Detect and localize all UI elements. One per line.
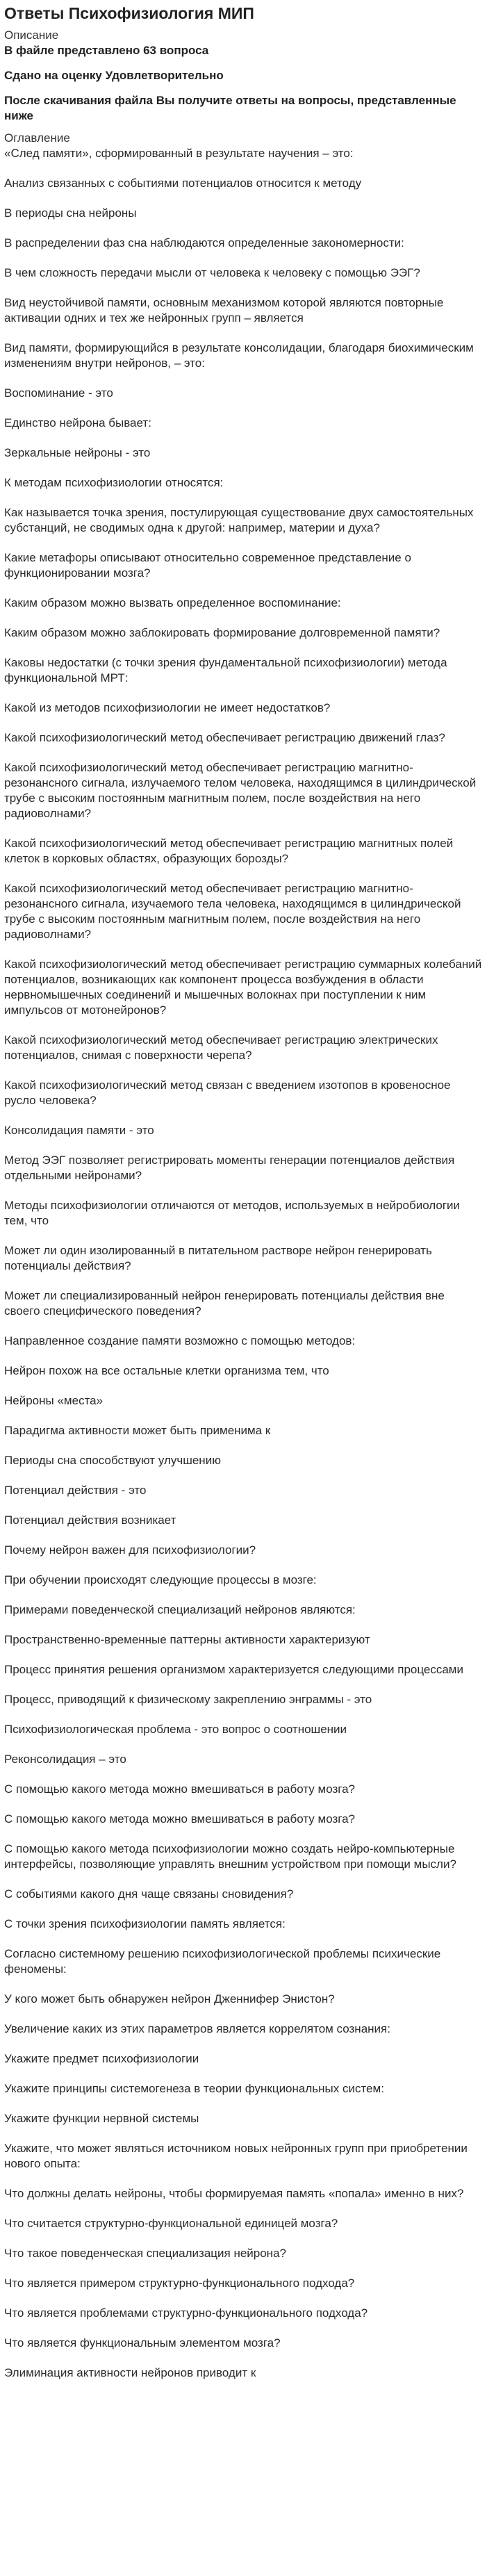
- question-item: В периоды сна нейроны: [4, 206, 137, 220]
- question-item: Зеркальные нейроны - это: [4, 446, 151, 459]
- question-item: С помощью какого метода можно вмешиваться в работу мозга?: [4, 1782, 355, 1796]
- question-item: Как называется точка зрения, постулирующая существование двух самостоятельных субстанций, не сводимых одна к другой: например, материи и духа?: [4, 506, 474, 534]
- question-item: Что такое поведенческая специализация нейрона?: [4, 2247, 286, 2260]
- question-item: Вид памяти, формирующийся в результате консолидации, благодаря биохимическим изменениям внутри нейронов, – это:: [4, 341, 474, 370]
- question-item: Нейроны «места»: [4, 1394, 104, 1407]
- question-item: К методам психофизиологии относятся:: [4, 476, 224, 489]
- question-item: Пространственно-временные паттерны активности характеризуют: [4, 1633, 370, 1646]
- question-item: Укажите функции нервной системы: [4, 2112, 199, 2125]
- question-item: С событиями какого дня чаще связаны сновидения?: [4, 1887, 294, 1901]
- question-item: Что является функциональным элементом мозга?: [4, 2336, 281, 2349]
- download-info: После скачивания файла Вы получите ответы на вопросы, представленные ниже: [4, 94, 456, 122]
- question-item: Примерами поведенческой специализаций нейронов являются:: [4, 1603, 356, 1616]
- question-item: Укажите предмет психофизиологии: [4, 2052, 199, 2065]
- question-item: Психофизиологическая проблема - это вопрос о соотношении: [4, 1723, 347, 1736]
- question-item: Какой психофизиологический метод обеспечивает регистрацию магнитно-резонансного сигнала, излучаемого телом человека, находящимся в цилиндрической трубе с высоким постоянным магнитным полем, после воздействия на него радиоволнами?: [4, 761, 477, 820]
- question-item: Увеличение каких из этих параметров является коррелятом сознания:: [4, 2022, 390, 2035]
- question-item: Потенциал действия - это: [4, 1484, 147, 1497]
- question-item: Нейрон похож на все остальные клетки организма тем, что: [4, 1364, 329, 1377]
- question-item: Каковы недостатки (с точки зрения фундаментальной психофизиологии) метода функциональной МРТ:: [4, 656, 447, 684]
- question-item: Какой психофизиологический метод обеспечивает регистрацию магнитных полей клеток в корковых областях, образующих борозды?: [4, 837, 454, 865]
- question-item: В распределении фаз сна наблюдаются определенные закономерности:: [4, 236, 404, 249]
- question-item: Почему нейрон важен для психофизиологии?: [4, 1543, 256, 1557]
- question-item: Единство нейрона бывает:: [4, 416, 151, 429]
- question-item: Методы психофизиологии отличаются от методов, используемых в нейробиологии тем, что: [4, 1199, 461, 1227]
- question-item: Что должны делать нейроны, чтобы формируемая память «попала» именно в них?: [4, 2187, 464, 2200]
- question-item: Периоды сна способствуют улучшению: [4, 1454, 221, 1467]
- question-item: С точки зрения психофизиологии память является:: [4, 1917, 286, 1930]
- question-list: [4, 146, 483, 2381]
- page-title: Ответы Психофизиология МИП: [4, 4, 254, 22]
- question-count-info: В файле представлено 63 вопроса: [4, 44, 209, 57]
- description-label: Описание: [4, 28, 59, 42]
- question-item: В чем сложность передачи мысли от человека к человеку с помощью ЭЭГ?: [4, 266, 420, 279]
- question-item: Процесс принятия решения организмом характеризуется следующими процессами: [4, 1663, 463, 1676]
- question-item: Консолидация памяти - это: [4, 1124, 154, 1137]
- question-item: Укажите принципы системогенеза в теории функциональных систем:: [4, 2082, 384, 2095]
- question-item: У кого может быть обнаружен нейрон Дженнифер Энистон?: [4, 1992, 335, 2005]
- question-item: Каким образом можно заблокировать формирование долговременной памяти?: [4, 626, 440, 639]
- question-item: С помощью какого метода психофизиологии можно создать нейро-компьютерные интерфейсы, позволяющие управлять внешним устройством при помощи мысли?: [4, 1842, 456, 1871]
- question-item: При обучении происходят следующие процессы в мозге:: [4, 1573, 317, 1586]
- question-item: Элиминация активности нейронов приводит к: [4, 2366, 256, 2379]
- question-item: Какой из методов психофизиологии не имеет недостатков?: [4, 701, 331, 714]
- question-item: Метод ЭЭГ позволяет регистрировать моменты генерации потенциалов действия отдельными нейронами?: [4, 1154, 455, 1182]
- question-item: Какие метафоры описывают относительно современное представление о функционировании мозга?: [4, 551, 411, 580]
- question-item: Вид неустойчивой памяти, основным механизмом которой являются повторные активации одних и тех же нейронных групп – является: [4, 296, 444, 325]
- question-item: Парадигма активности может быть применима к: [4, 1424, 271, 1437]
- question-item: Какой психофизиологический метод обеспечивает регистрацию суммарных колебаний потенциалов, возникающих как компонент процесса возбуждения в области нервномышечных соединений и мышечных волокнах при поступлении к ним импульсов от мотонейронов?: [4, 958, 482, 1017]
- question-item: Укажите, что может являться источником новых нейронных групп при приобретении нового опыта:: [4, 2142, 468, 2170]
- question-item: Может ли один изолированный в питательном растворе нейрон генерировать потенциалы действия?: [4, 1244, 432, 1272]
- question-item: Что считается структурно-функциональной единицей мозга?: [4, 2217, 338, 2230]
- question-item: Воспоминание - это: [4, 386, 113, 400]
- question-item: Что является проблемами структурно-функционального подхода?: [4, 2306, 368, 2320]
- question-item: Какой психофизиологический метод обеспечивает регистрацию электрических потенциалов, снимая с поверхности черепа?: [4, 1033, 438, 1062]
- toc-title: Оглавление: [4, 131, 70, 145]
- question-item: Что является примером структурно-функционального подхода?: [4, 2276, 355, 2290]
- grade-info: Сдано на оценку Удовлетворительно: [4, 69, 224, 82]
- question-item: Какой психофизиологический метод обеспечивает регистрацию движений глаз?: [4, 731, 445, 744]
- question-item: Какой психофизиологический метод обеспечивает регистрацию магнитно-резонансного сигнала, изучаемого тела человека, находящимся в цилиндрической трубе с высоким постоянным магнитным полем, после воздействия на него радиоволнами?: [4, 882, 461, 941]
- question-item: «След памяти», сформированный в результате научения – это:: [4, 147, 354, 160]
- question-item: Потенциал действия возникает: [4, 1513, 176, 1527]
- question-item: Может ли специализированный нейрон генерировать потенциалы действия вне своего специфического поведения?: [4, 1289, 445, 1318]
- question-item: Направленное создание памяти возможно с помощью методов:: [4, 1334, 356, 1347]
- question-item: Каким образом можно вызвать определенное воспоминание:: [4, 596, 341, 609]
- question-item: Какой психофизиологический метод связан с введением изотопов в кровеносное русло человека?: [4, 1078, 451, 1107]
- question-item: С помощью какого метода можно вмешиваться в работу мозга?: [4, 1812, 355, 1826]
- question-item: Согласно системному решению психофизиологической проблемы психические феномены:: [4, 1947, 441, 1976]
- question-item: Анализ связанных с событиями потенциалов относится к методу: [4, 177, 362, 190]
- question-item: Реконсолидация – это: [4, 1753, 126, 1766]
- question-item: Процесс, приводящий к физическому закреплению энграммы - это: [4, 1693, 372, 1706]
